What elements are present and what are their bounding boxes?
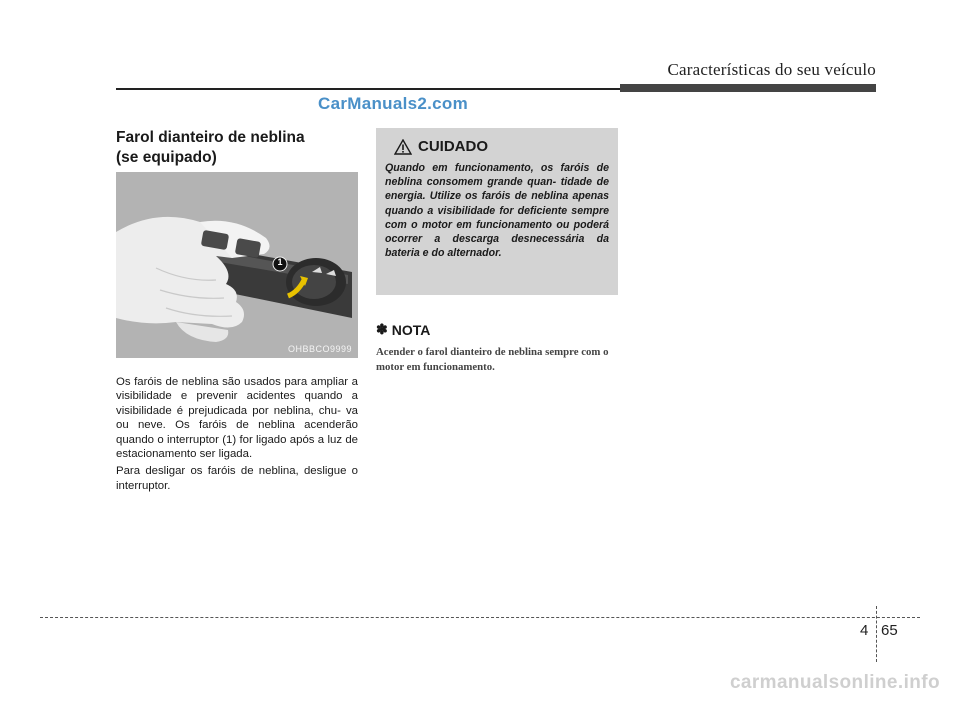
warning-triangle-icon [394, 139, 412, 155]
page-chapter-number: 4 [860, 622, 869, 639]
nota-header [376, 321, 430, 338]
chapter-header-title: Características do seu veículo [667, 60, 876, 79]
section-title [116, 128, 356, 168]
header-rule [116, 88, 620, 90]
caution-text: Quando em funcionamento, os faróis de neblina consomem grande quan- tidade de energia. Utilize os faróis de neblina apenas quando a visibilidade for deficiente sempre com o motor em funcionamento ou poderá ocorrer a descarga desnecessária da bateria e do alternador. [385, 162, 609, 260]
header-bar [620, 84, 876, 92]
caution-header [394, 138, 609, 155]
caution-title: CUIDADO [418, 138, 488, 155]
watermark-bottom-link[interactable]: carmanualsonline.info [729, 672, 940, 693]
footer-vertical-divider [876, 606, 877, 662]
section-title-line2: (se equipado) [116, 149, 217, 166]
body-text [116, 375, 358, 496]
section-title-line1: Farol dianteiro de neblina [116, 129, 305, 146]
body-paragraph-2: Para desligar os faróis de neblina, desligue o interruptor. [116, 465, 358, 492]
figure-code: OHBBCO9999 [287, 344, 352, 354]
hand-on-stalk-illustration [116, 172, 358, 358]
caution-box [376, 128, 618, 295]
nota-text: Acender o farol dianteiro de neblina sempre com o motor em funcionamento. [376, 346, 609, 373]
footer-dashed-rule [40, 617, 920, 618]
body-paragraph-1: Os faróis de neblina são usados para ampliar a visibilidade e prevenir acidentes quando a visibilidade é prejudicada por neblina, chu- va ou neve. Os faróis de neblina acenderão quando o interruptor (1) for ligado após a luz de estacionamento ser ligada. [116, 376, 358, 461]
switch-marker-label: 1 [277, 257, 283, 267]
page-number: 65 [881, 622, 898, 639]
nota-asterisk-icon: ✽ [376, 321, 388, 337]
watermark-link[interactable]: CarManuals2.com [318, 94, 468, 113]
fog-light-switch-photo [116, 172, 358, 358]
nota-title: NOTA [391, 321, 431, 338]
